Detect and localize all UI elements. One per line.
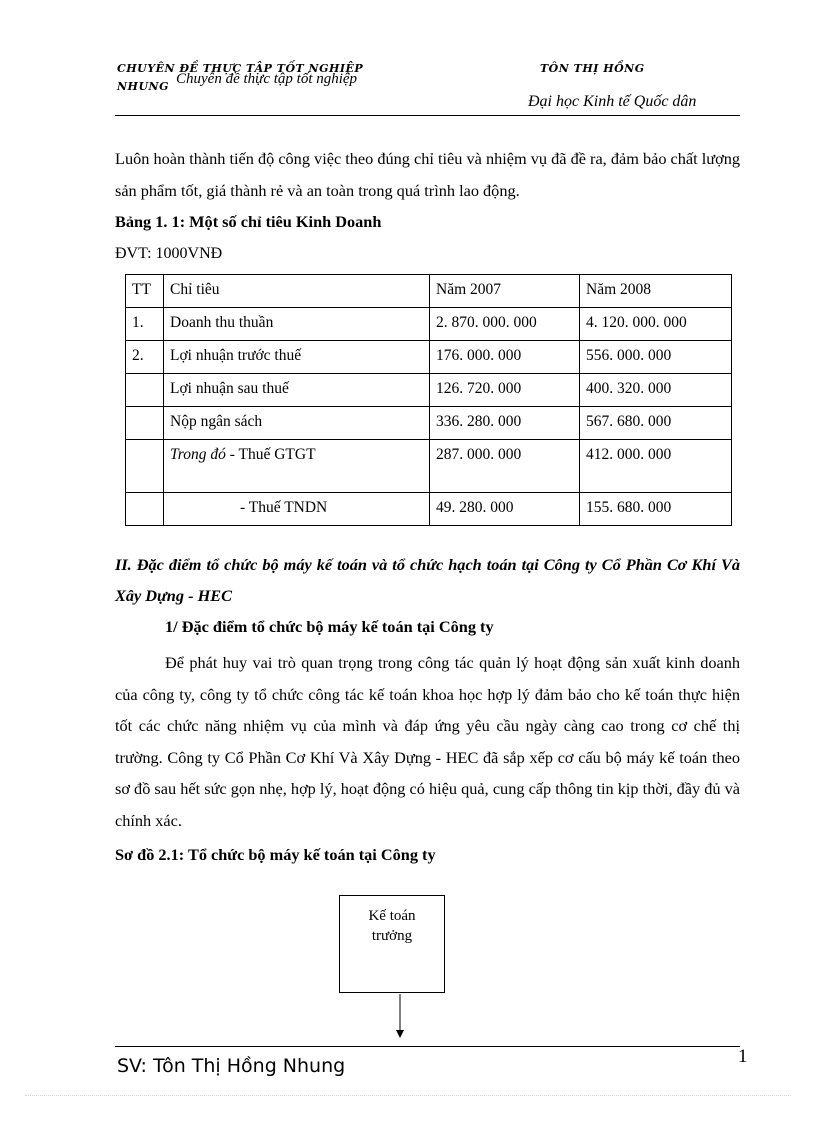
cell-2007: 126. 720. 000: [430, 374, 580, 407]
cell-indicator: Lợi nhuận trước thuế: [164, 341, 430, 374]
cell-2007: 287. 000. 000: [430, 440, 580, 493]
cell-tt: [126, 407, 164, 440]
cell-2008: 567. 680. 000: [580, 407, 732, 440]
footer-rule: [115, 1046, 740, 1047]
page-number: 1: [738, 1046, 748, 1067]
table-row: [126, 493, 732, 526]
cell-tt: [126, 440, 164, 493]
arrow-down-icon: [390, 994, 410, 1042]
table-row: [126, 407, 732, 440]
cell-tt: 2.: [126, 341, 164, 374]
cell-2008: 412. 000. 000: [580, 440, 732, 493]
cell-indicator: Nộp ngân sách: [164, 407, 430, 440]
header-title-overlay: Chuyên đề thực tập tốt nghiệp: [176, 71, 358, 87]
header-author: TÔN THỊ HỒNG: [540, 62, 645, 75]
table-row: [126, 341, 732, 374]
business-indicators-table: [125, 274, 732, 526]
cell-indicator: Lợi nhuận sau thuế: [164, 374, 430, 407]
cell-2007: 176. 000. 000: [430, 341, 580, 374]
table-row: [126, 374, 732, 407]
cell-indicator: [164, 440, 430, 493]
cell-indicator: - Thuế TNDN: [164, 493, 430, 526]
header-rule: [115, 115, 740, 116]
table-title: Bảng 1. 1: Một số chỉ tiêu Kinh Doanh: [115, 212, 382, 231]
cell-2007: 49. 280. 000: [430, 493, 580, 526]
section-heading: II. Đặc điểm tổ chức bộ máy kế toán và tổ chức hạch toán tại Công ty Cổ Phần Cơ Khí Và Xây Dựng - HEC: [115, 555, 740, 605]
diagram-title: Sơ đồ 2.1: Tổ chức bộ máy kế toán tại Công ty: [115, 845, 436, 864]
page-edge: [25, 1095, 791, 1096]
table-row: [126, 308, 732, 341]
col-header-2008: Năm 2008: [580, 275, 732, 308]
cell-2008: 400. 320. 000: [580, 374, 732, 407]
subsection-heading: 1/ Đặc điểm tổ chức bộ máy kế toán tại Công ty: [165, 617, 494, 636]
col-header-2007: Năm 2007: [430, 275, 580, 308]
table-row: [126, 440, 732, 493]
col-header-tt: TT: [126, 275, 164, 308]
cell-2008: 556. 000. 000: [580, 341, 732, 374]
unit-label: ĐVT: 1000VNĐ: [115, 245, 223, 262]
col-header-indicator: Chỉ tiêu: [164, 275, 430, 308]
cell-2008: 4. 120. 000. 000: [580, 308, 732, 341]
header-university: Đại học Kinh tế Quốc dân: [528, 93, 697, 110]
cell-indicator-italic: Trong đó: [170, 446, 226, 463]
header-title-line1: CHUYÊN ĐỀ THỰC TẬP TỐT NGHIỆP: [117, 62, 364, 75]
cell-indicator: Doanh thu thuần: [164, 308, 430, 341]
cell-2007: 336. 280. 000: [430, 407, 580, 440]
cell-2007: 2. 870. 000. 000: [430, 308, 580, 341]
intro-paragraph: Luôn hoàn thành tiến độ công việc theo đúng chỉ tiêu và nhiệm vụ đã đề ra, đảm bảo chất lượng sản phẩm tốt, giá thành rẻ và an toàn trong quá trình lao động.: [115, 149, 740, 200]
table-header-row: [126, 275, 732, 308]
cell-tt: [126, 374, 164, 407]
cell-tt: 1.: [126, 308, 164, 341]
body-paragraph: Để phát huy vai trò quan trọng trong công tác quản lý hoạt động sản xuất kinh doanh của công ty, công ty tổ chức công tác kế toán khoa học hợp lý đảm bảo cho kế toán thực hiện tốt các chức năng nhiệm vụ của mình và đáp ứng yêu cầu ngày càng cao trong cơ chế thị trường. Công ty Cổ Phần Cơ Khí Và Xây Dựng - HEC đã sắp xếp cơ cấu bộ máy kế toán theo sơ đồ sau hết sức gọn nhẹ, hợp lý, hoạt động có hiệu quả, cung cấp thông tin kịp thời, đầy đủ và chính xác.: [115, 653, 740, 830]
header-title-line2: NHUNG: [117, 80, 169, 93]
cell-tt: [126, 493, 164, 526]
cell-indicator-text: - Thuế GTGT: [225, 446, 316, 463]
chief-accountant-box: [339, 895, 445, 993]
footer-author: SV: Tôn Thị Hồng Nhung: [117, 1055, 346, 1077]
cell-2008: 155. 680. 000: [580, 493, 732, 526]
chief-accountant-label: Kế toán trưởng: [368, 908, 416, 944]
